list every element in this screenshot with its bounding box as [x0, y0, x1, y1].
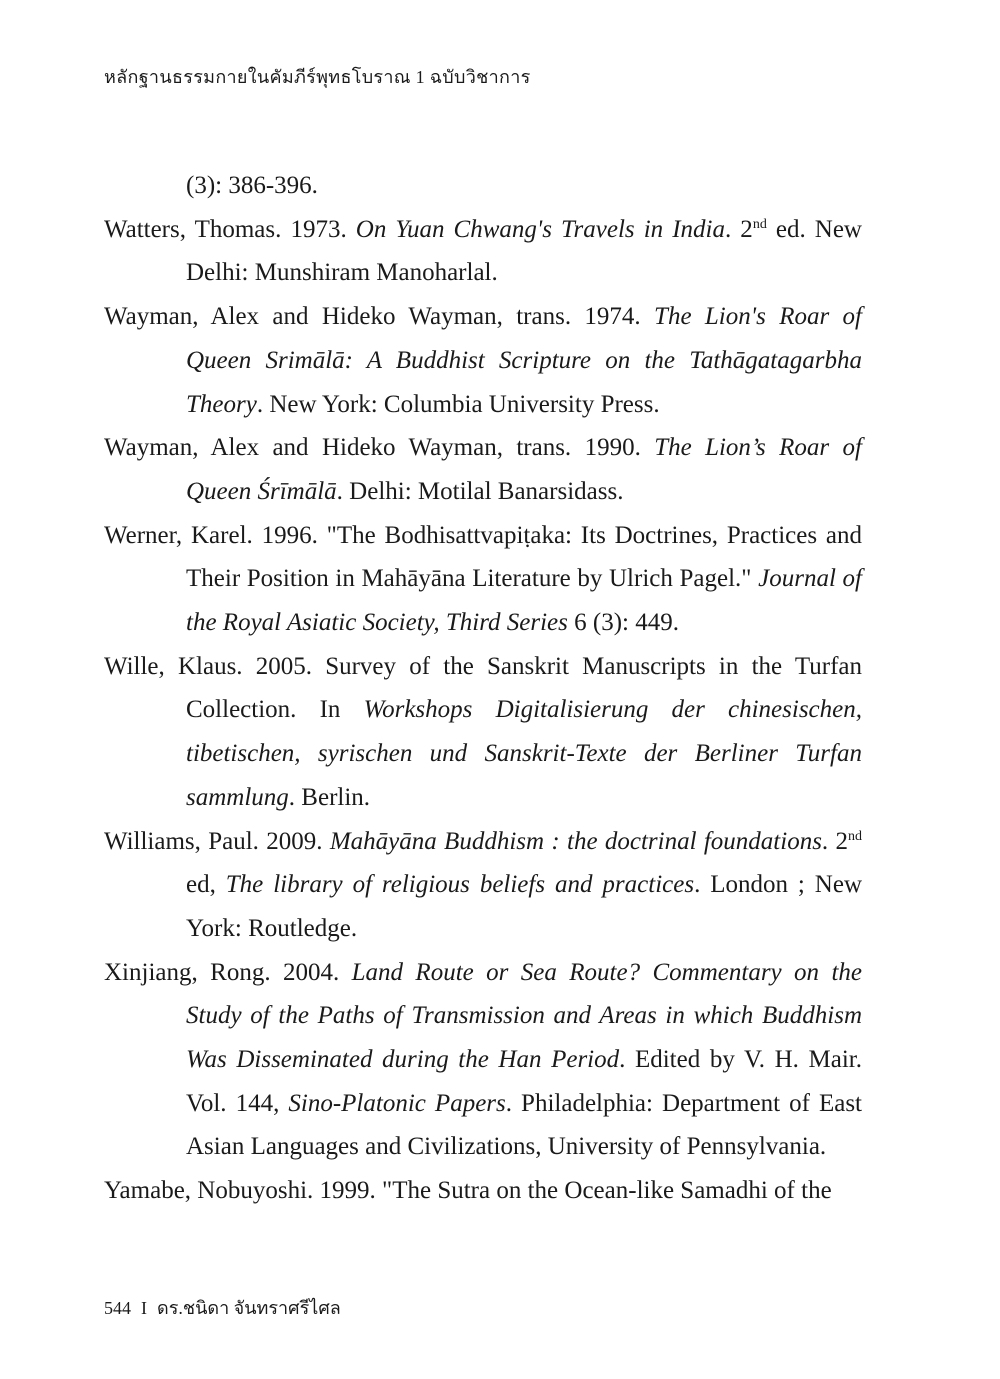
- reference-author: Werner, Karel. 1996. "The Bodhisattvapiṭaka: Its Doctrines, Practices and Their Position in Mahāyāna Literature by Ulrich Pagel.": [104, 521, 862, 593]
- reference-title: Workshops Digitalisierung der chinesischen, tibetischen, syrischen und Sanskrit-Texte der Berliner Turfan sammlung: [186, 696, 862, 811]
- reference-author: Wille, Klaus. 2005. Survey of the Sanskrit Manuscripts in the Turfan Collection. In: [104, 652, 862, 724]
- reference-entry-wayman-1974: [104, 295, 862, 426]
- reference-author: Wayman, Alex and Hideko Wayman, trans. 1990.: [104, 434, 655, 462]
- reference-entry-yamabe: [104, 1169, 862, 1213]
- reference-author: Williams, Paul. 2009.: [104, 827, 330, 855]
- reference-entry-williams: [104, 820, 862, 951]
- footer-separator: I: [141, 1298, 147, 1318]
- reference-title: Journal of the Royal Asiatic Society, Third Series: [186, 565, 862, 637]
- footer-author: ดร.ชนิดา จันทราศรีไศล: [157, 1298, 341, 1318]
- page-number: 544: [104, 1298, 131, 1318]
- reference-entry-wille: [104, 645, 862, 820]
- reference-publication: 6 (3): 449.: [567, 609, 679, 637]
- reference-author: Xinjiang, Rong. 2004.: [104, 958, 352, 986]
- page-footer: [104, 1293, 341, 1322]
- reference-publication: ed. New Delhi: Munshiram Manoharlal.: [186, 215, 862, 287]
- reference-list: [104, 164, 862, 1213]
- reference-publication: . Delhi: Motilal Banarsidass.: [336, 477, 624, 505]
- reference-entry-watters: [104, 208, 862, 295]
- reference-text: ed,: [186, 871, 226, 899]
- reference-title: On Yuan Chwang's Travels in India: [355, 215, 725, 243]
- reference-edition-suffix: nd: [752, 216, 767, 232]
- reference-edition: . 2: [725, 215, 753, 243]
- reference-title: The Lion’s Roar of Queen Śrīmālā: [186, 434, 862, 505]
- reference-edition-suffix: nd: [848, 828, 862, 844]
- reference-entry-continuation: [104, 164, 862, 208]
- reference-title: Land Route or Sea Route? Commentary on the Study of the Paths of Transmission and Areas in which Buddhism Was Disseminated during the Han Period: [186, 958, 862, 1074]
- reference-series-title: The library of religious beliefs and practices: [225, 871, 695, 899]
- reference-publication: . New York: Columbia University Press.: [256, 390, 660, 418]
- reference-edition: . 2: [821, 827, 848, 855]
- reference-author: Yamabe, Nobuyoshi. 1999. "The Sutra on the Ocean-like Samadhi of the: [104, 1177, 832, 1205]
- reference-text: (3): 386-396.: [186, 172, 318, 199]
- running-head: หลักฐานธรรมกายในคัมภีร์พุทธโบราณ 1 ฉบับวิชาการ: [104, 67, 531, 87]
- reference-publication: . London ; New York: Routledge.: [186, 871, 862, 942]
- reference-entry-werner: [104, 514, 862, 645]
- reference-author: Wayman, Alex and Hideko Wayman, trans. 1974.: [104, 303, 655, 331]
- reference-title: Mahāyāna Buddhism : the doctrinal foundations: [329, 827, 822, 855]
- reference-author: Watters, Thomas. 1973.: [104, 215, 356, 243]
- reference-series-title: Sino-Platonic Papers: [288, 1089, 506, 1117]
- reference-publication: . Berlin.: [288, 783, 371, 811]
- reference-publication: . Philadelphia: Department of East Asian Languages and Civilizations, University of Pennsylvania.: [186, 1089, 862, 1161]
- reference-entry-wayman-1990: [104, 426, 862, 513]
- reference-title: The Lion's Roar of Queen Srimālā: A Buddhist Scripture on the Tathāgatagarbha Theory: [186, 303, 862, 418]
- reference-text: . Edited by V. H. Mair. Vol. 144,: [186, 1046, 862, 1117]
- reference-entry-xinjiang: [104, 951, 862, 1170]
